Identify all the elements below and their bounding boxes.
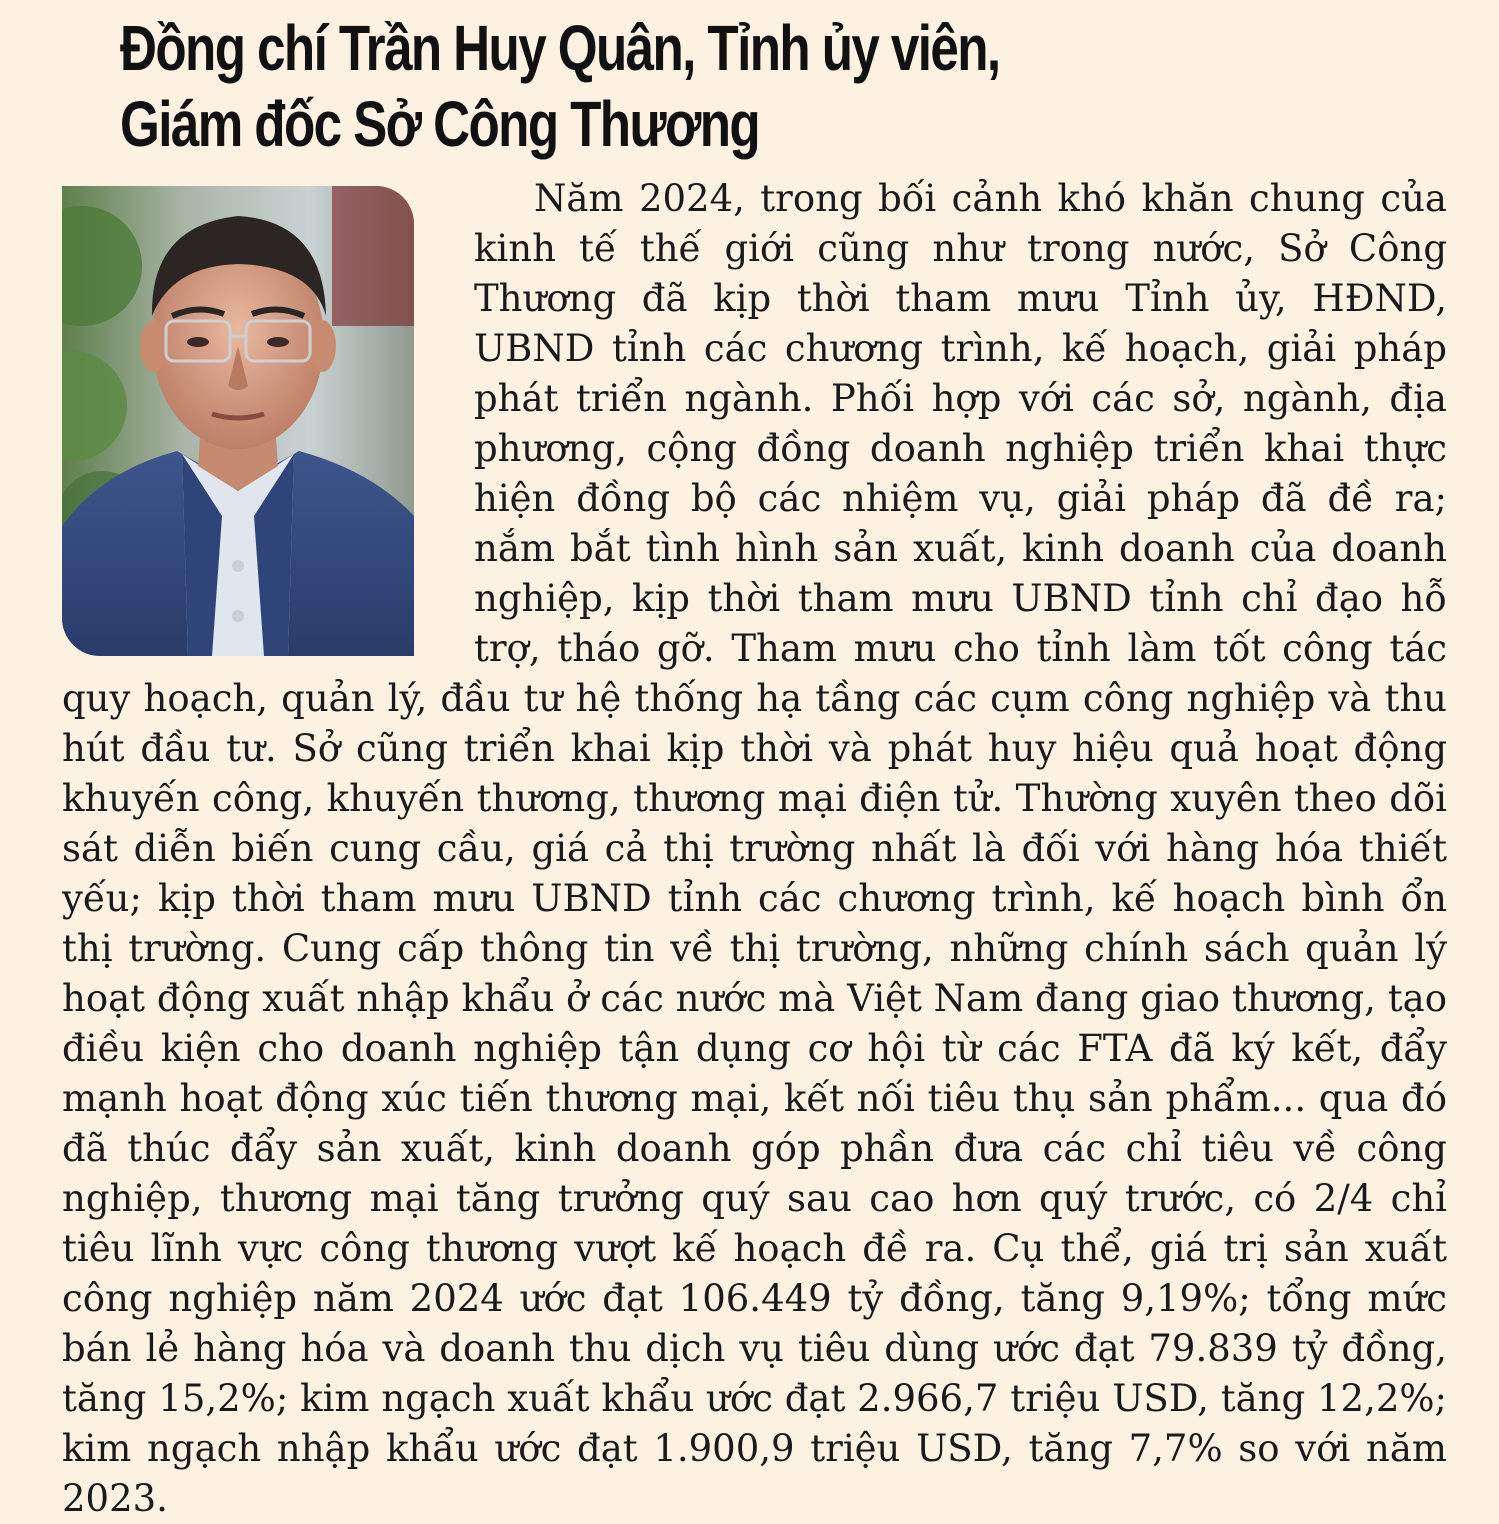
article-body: [62, 174, 1447, 1524]
photo-wrap-spacer: [62, 174, 474, 674]
headline-line-1: Đồng chí Trần Huy Quân, Tỉnh ủy viên,: [120, 12, 1000, 84]
headline: [120, 10, 1160, 162]
headline-line-2: Giám đốc Sở Công Thương: [120, 88, 760, 160]
article-paragraph: Năm 2024, trong bối cảnh khó khăn chung của kinh tế thế giới cũng như trong nước, Sở Công Thương đã kịp thời tham mưu Tỉnh ủy, HĐND, UBND tỉnh các chương trình, kế hoạch, giải pháp phát triển ngành. Phối hợp với các sở, ngành, địa phương, cộng đồng doanh nghiệp triển khai thực hiện đồng bộ các nhiệm vụ, giải pháp đã đề ra; nắm bắt tình hình sản xuất, kinh doanh của doanh nghiệp, kịp thời tham mưu UBND tỉnh chỉ đạo hỗ trợ, tháo gỡ. Tham mưu cho tỉnh làm tốt công tác quy hoạch, quản lý, đầu tư hệ thống hạ tầng các cụm công nghiệp và thu hút đầu tư. Sở cũng triển khai kịp thời và phát huy hiệu quả hoạt động khuyến công, khuyến thương, thương mại điện tử. Thường xuyên theo dõi sát diễn biến cung cầu, giá cả thị trường nhất là đối với hàng hóa thiết yếu; kịp thời tham mưu UBND tỉnh các chương trình, kế hoạch bình ổn thị trường. Cung cấp thông tin về thị trường, những chính sách quản lý hoạt động xuất nhập khẩu ở các nước mà Việt Nam đang giao thương, tạo điều kiện cho doanh nghiệp tận dụng cơ hội từ các FTA đã ký kết, đẩy mạnh hoạt động xúc tiến thương mại, kết nối tiêu thụ sản phẩm... qua đó đã thúc đẩy sản xuất, kinh doanh góp phần đưa các chỉ tiêu về công nghiệp, thương mại tăng trưởng quý sau cao hơn quý trước, có 2/4 chỉ tiêu lĩnh vực công thương vượt kế hoạch đề ra. Cụ thể, giá trị sản xuất công nghiệp năm 2024 ước đạt 106.449 tỷ đồng, tăng 9,19%; tổng mức bán lẻ hàng hóa và doanh thu dịch vụ tiêu dùng ước đạt 79.839 tỷ đồng, tăng 15,2%; kim ngạch xuất khẩu ước đạt 2.966,7 triệu USD, tăng 12,2%; kim ngạch nhập khẩu ước đạt 1.900,9 triệu USD, tăng 7,7% so với năm 2023.: [62, 177, 1447, 1520]
